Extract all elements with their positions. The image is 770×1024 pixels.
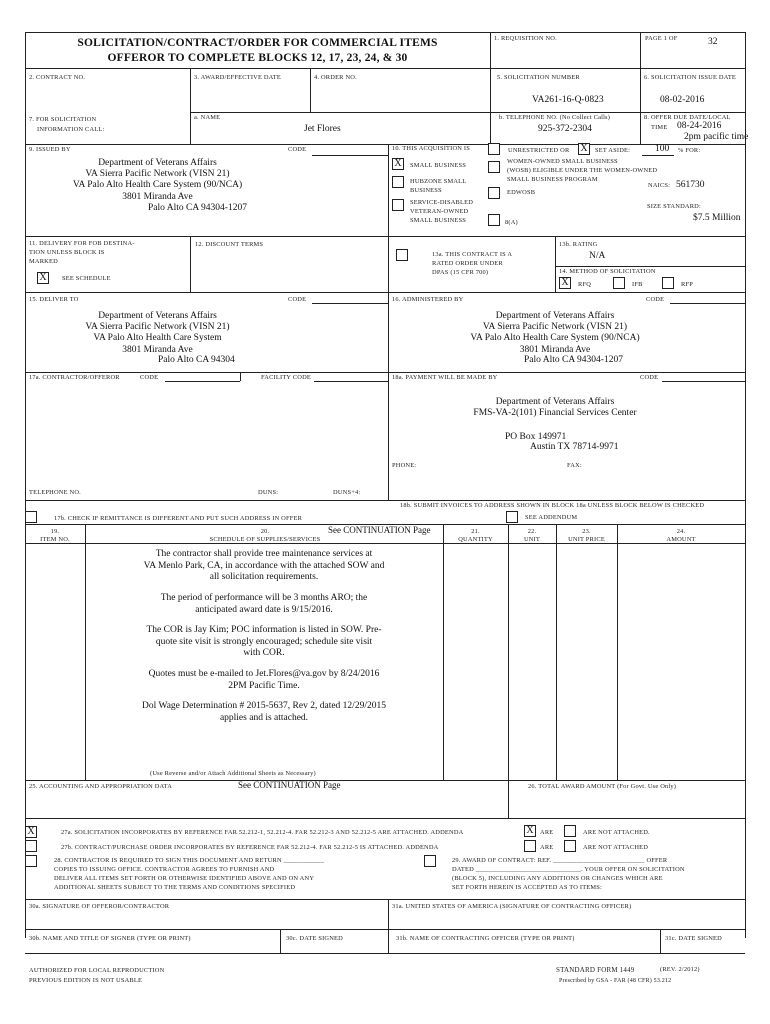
row-line — [25, 818, 745, 819]
row-line — [25, 899, 745, 900]
title-line-1: SOLICITATION/CONTRACT/ORDER FOR COMMERCIAL ITEMS — [77, 37, 438, 49]
divider — [388, 372, 389, 500]
method-label: 14. METHOD OF SOLICITATION — [559, 268, 656, 275]
code-line — [312, 155, 388, 156]
small-business-label: SMALL BUSINESS — [410, 162, 467, 169]
wosb-label: WOMEN-OWNED SMALL BUSINESS (WOSB) ELIGIBLE UNDER THE WOMEN-OWNED SMALL BUSINESS PROGRAM — [507, 158, 658, 183]
deliver-to-address: Department of Veterans Affairs VA Sierra Pacific Network (VISN 21) VA Palo Alto Health Care System 3801 Miranda Ave — [85, 311, 230, 355]
see-schedule-label: SEE SCHEDULE — [62, 275, 111, 282]
description-paragraph-5: Dol Wage Determination # 2015-5637, Rev 2, dated 12/29/2015 applies and is attached. — [142, 701, 386, 723]
divider — [190, 236, 191, 292]
clause-28-checkbox[interactable] — [25, 855, 37, 867]
footer-reproduction: AUTHORIZED FOR LOCAL REPRODUCTION — [29, 967, 165, 974]
requisition-label: 1. REQUISITION NO. — [494, 35, 557, 42]
clause-27a-are-label: ARE — [540, 829, 554, 836]
contact-phone: 925-372-2304 — [538, 124, 592, 134]
time-label: TIME — [651, 124, 668, 131]
rating-value: N/A — [589, 251, 606, 261]
offer-due-date: 08-24-2016 — [677, 121, 722, 131]
signature-30a-label: 30a. SIGNATURE OF OFFEROR/CONTRACTOR — [29, 903, 170, 910]
rated-order-label: 13a. THIS CONTRACT IS A RATED ORDER UNDER DPAS (15 CFR 700) — [432, 251, 513, 276]
set-aside-label: SET ASIDE: — [595, 147, 631, 154]
rfp-checkbox[interactable] — [662, 277, 674, 289]
date-signed-31c-label: 31c. DATE SIGNED — [665, 935, 722, 942]
footer-previous-edition: PREVIOUS EDITION IS NOT USABLE — [29, 977, 143, 984]
divider — [85, 524, 86, 780]
divider — [555, 236, 556, 292]
footer-form-number: STANDARD FORM 1449 — [556, 966, 635, 974]
clause-27b-are-checkbox[interactable] — [524, 840, 536, 852]
divider — [280, 929, 281, 953]
hubzone-checkbox[interactable] — [392, 176, 404, 188]
clause-27b-are-not-checkbox[interactable] — [564, 840, 576, 852]
code-line — [165, 381, 240, 382]
discount-terms-label: 12. DISCOUNT TERMS — [195, 241, 264, 248]
administered-by-label: 16. ADMINISTERED BY — [392, 296, 464, 303]
col-supplies-services: 20. SCHEDULE OF SUPPLIES/SERVICES — [209, 528, 321, 543]
administered-by-code-label: CODE — [646, 296, 665, 303]
row-line — [25, 68, 745, 69]
page-total: 32 — [708, 37, 718, 47]
unrestricted-checkbox[interactable] — [488, 143, 500, 155]
payment-address: Department of Veterans Affairs FMS-VA-2(101) Financial Services Center — [473, 397, 637, 419]
payment-phone-label: PHONE: — [392, 462, 417, 469]
rated-order-checkbox[interactable] — [396, 249, 408, 261]
clause-27b-checkbox[interactable] — [25, 840, 37, 852]
deliver-to-city: Palo Alto CA 94304 — [158, 355, 235, 365]
accounting-continuation: See CONTINUATION Page — [238, 780, 341, 790]
divider — [388, 236, 389, 292]
row-line — [25, 144, 745, 145]
payment-fax-label: FAX: — [567, 462, 582, 469]
page-label: PAGE 1 OF — [645, 35, 678, 42]
frame-right — [745, 32, 746, 938]
reverse-note: (Use Reverse and/or Attach Additional Sheets as Necessary) — [150, 770, 316, 777]
code-line — [312, 303, 388, 304]
sdvosb-label: SERVICE-DISABLED VETERAN-OWNED SMALL BUSINESS — [410, 199, 474, 224]
issued-by-address: Department of Veterans Affairs VA Sierra Pacific Network (VISN 21) VA Palo Alto Health Care System (90/NCA) 3801 Miranda Ave — [72, 158, 243, 202]
solicitation-no-label: 5. SOLICITATION NUMBER — [497, 74, 580, 81]
set-aside-percent: 100 — [655, 144, 670, 154]
clause-29-text: 29. AWARD OF CONTRACT: REF. ___________________________ OFFER DATED _______________________________. YOUR OFFER ON SOLICITATION (BLOCK 5), INCLUDING ANY ADDITIONS OR CHANGES WHICH ARE SET FORTH HEREIN IS ACCEPTED AS TO ITEMS: — [452, 857, 685, 891]
payment-label: 18a. PAYMENT WILL BE MADE BY — [392, 374, 498, 381]
administered-by-address: Department of Veterans Affairs VA Sierra Pacific Network (VISN 21) VA Palo Alto Health Care System (90/NCA) 3801 Miranda Ave — [470, 311, 640, 355]
divider — [310, 68, 311, 112]
clause-27a-label: 27a. SOLICITATION INCORPORATES BY REFERENCE FAR 52.212-1, 52.212-4. FAR 52.212-3 AND 52.212-5 ARE ATTACHED. ADDENDA — [61, 829, 464, 836]
divider — [508, 780, 509, 818]
remittance-checkbox[interactable] — [25, 511, 37, 523]
deliver-to-label: 15. DELIVER TO — [29, 296, 79, 303]
row-line — [25, 929, 745, 930]
issued-by-city: Palo Alto CA 94304-1207 — [148, 203, 247, 213]
clause-28-text: 28. CONTRACTOR IS REQUIRED TO SIGN THIS DOCUMENT AND RETURN ____________ COPIES TO ISSUING OFFICE. CONTRACTOR AGREES TO FURNISH AND DELIVER ALL ITEMS SET FORTH OR OTHERWISE IDENTIFIED ABOVE AND ON ANY ADDITIONAL SHEETS SUBJECT TO THE TERMS AND CONDITIONS SPECIFIED — [54, 857, 325, 891]
divider — [388, 292, 389, 372]
divider — [640, 32, 641, 68]
clause-27b-are-label: ARE — [540, 844, 554, 851]
code-line — [314, 381, 388, 382]
offer-due-label: 8. OFFER DUE DATE/LOCAL — [644, 114, 731, 121]
code-line — [662, 381, 745, 382]
description-paragraph-1: The contractor shall provide tree maintenance services at VA Menlo Park, CA, in accordance with the attached SOW and all solicitation requirements. — [143, 549, 385, 583]
eight-a-label: 8(A) — [505, 219, 518, 226]
telephone-label: TELEPHONE NO. — [29, 489, 81, 496]
see-addendum-checkbox[interactable] — [506, 511, 518, 523]
submit-invoices-label: 18b. SUBMIT INVOICES TO ADDRESS SHOWN IN BLOCK 18a UNLESS BLOCK BELOW IS CHECKED — [400, 502, 705, 509]
col-item-no: 19. ITEM NO. — [40, 528, 70, 543]
divider — [640, 68, 641, 144]
code-line — [670, 303, 745, 304]
col-unit-price: 23. UNIT PRICE — [568, 528, 605, 543]
payment-code-label: CODE — [640, 374, 659, 381]
rfq-label: RFQ — [578, 281, 592, 288]
form-title — [30, 36, 485, 66]
size-standard: $7.5 Million — [693, 213, 741, 223]
divider — [443, 524, 444, 780]
description-paragraph-4: Quotes must be e-mailed to Jet.Flores@va.gov by 8/24/2016 2PM Pacific Time. — [148, 669, 380, 691]
sdvosb-checkbox[interactable] — [392, 199, 404, 211]
row-line — [190, 112, 745, 113]
offer-due-time: 2pm pacific time — [684, 132, 749, 142]
divider — [556, 524, 557, 780]
acquisition-label: 10. THIS ACQUISITION IS — [392, 145, 470, 152]
frame-left — [25, 32, 26, 938]
award-date-label: 3. AWARD/EFFECTIVE DATE — [194, 74, 281, 81]
contact-name: Jet Flores — [304, 124, 341, 134]
edwosb-label: EDWOSB — [507, 189, 536, 196]
contract-no-label: 2. CONTRACT NO. — [29, 74, 86, 81]
description-paragraph-2: The period of performance will be 3 months ARO; the anticipated award date is 9/15/2016. — [160, 593, 368, 615]
rfp-label: RFP — [681, 281, 693, 288]
solicitation-number: VA261-16-Q-0823 — [532, 95, 604, 105]
hubzone-label: HUBZONE SMALL BUSINESS — [410, 178, 467, 194]
issue-date: 08-02-2016 — [660, 95, 705, 105]
delivery-label: 11. DELIVERY FOR FOB DESTINA- TION UNLESS BLOCK IS MARKED — [29, 240, 135, 265]
naics-code: 561730 — [676, 180, 705, 190]
signer-name-label: 30b. NAME AND TITLE OF SIGNER (TYPE OR PRINT) — [29, 935, 191, 942]
footer-revision: (REV. 2/2012) — [660, 966, 700, 973]
row-line — [25, 953, 745, 954]
issued-by-label: 9. ISSUED BY — [29, 146, 71, 153]
ifb-label: IFB — [632, 281, 643, 288]
payment-po-box: PO Box 149971 — [505, 432, 567, 442]
percent-for-label: % FOR: — [678, 147, 701, 154]
contractor-label: 17a. CONTRACTOR/OFFEROR — [29, 374, 120, 381]
title-line-2: OFFEROR TO COMPLETE BLOCKS 12, 17, 23, 24, & 30 — [107, 52, 408, 64]
duns-label: DUNS: — [258, 489, 279, 496]
clause-27a-are-not-checkbox[interactable] — [564, 825, 576, 837]
divider — [660, 929, 661, 953]
administered-by-city: Palo Alto CA 94304-1207 — [524, 355, 623, 365]
payment-city: Austin TX 78714-9971 — [530, 442, 619, 452]
divider — [388, 899, 389, 953]
clause-27a-checkbox[interactable]: X — [25, 826, 37, 838]
order-no-label: 4. ORDER NO. — [314, 74, 357, 81]
clause-27b-are-not-label: ARE NOT ATTACHED — [583, 844, 649, 851]
row-line — [25, 500, 745, 501]
continuation-note: See CONTINUATION Page — [328, 525, 431, 535]
row-line — [25, 780, 745, 781]
unrestricted-label: UNRESTRICTED OR — [508, 147, 570, 154]
clause-27a-are-checkbox[interactable]: X — [524, 825, 536, 837]
divider — [388, 144, 389, 236]
set-aside-checkbox[interactable]: X — [578, 143, 590, 155]
naics-label: NAICS: — [648, 182, 671, 189]
contractor-code-label: CODE — [140, 374, 159, 381]
divider — [240, 372, 241, 381]
clause-27b-label: 27b. CONTRACT/PURCHASE ORDER INCORPORATES BY REFERENCE FAR 52.212-4. FAR 52.212-5 IS ATTACHED. ADDENDA — [61, 844, 439, 851]
row-line — [25, 372, 745, 373]
issued-by-code-label: CODE — [288, 146, 307, 153]
col-amount: 24. AMOUNT — [666, 528, 696, 543]
description-paragraph-3: The COR is Jay Kim; POC information is listed in SOW. Pre- quote site visit is strongly encouraged; schedule site visit with COR. — [146, 625, 382, 659]
divider — [617, 524, 618, 780]
deliver-to-code-label: CODE — [288, 296, 307, 303]
date-signed-30c-label: 30c. DATE SIGNED — [286, 935, 343, 942]
duns4-label: DUNS+4: — [333, 489, 361, 496]
col-unit: 22. UNIT — [523, 528, 541, 543]
divider — [508, 524, 509, 780]
percent-line — [642, 155, 674, 156]
remittance-label: 17b. CHECK IF REMITTANCE IS DIFFERENT AND PUT SUCH ADDRESS IN OFFER — [54, 515, 303, 522]
frame-top — [25, 32, 745, 33]
clause-29-checkbox[interactable] — [424, 855, 436, 867]
footer-prescribed: Prescribed by GSA - FAR (48 CFR) 53.212 — [559, 978, 672, 984]
row-line — [555, 266, 745, 267]
contracting-officer-name-label: 31b. NAME OF CONTRACTING OFFICER (TYPE OR PRINT) — [396, 935, 575, 942]
delivery-checkbox[interactable]: X — [37, 272, 49, 284]
total-award-label: 26. TOTAL AWARD AMOUNT (For Govt. Use Only) — [528, 783, 677, 790]
size-standard-label: SIZE STANDARD: — [647, 203, 701, 210]
divider — [490, 32, 491, 68]
col-quantity: 21. QUANTITY — [458, 528, 493, 543]
row-line — [25, 292, 745, 293]
row-line — [25, 543, 745, 544]
accounting-label: 25. ACCOUNTING AND APPROPRIATION DATA — [29, 783, 173, 790]
signature-31a-label: 31a. UNITED STATES OF AMERICA (SIGNATURE OF CONTRACTING OFFICER) — [392, 903, 632, 910]
facility-code-label: FACILITY CODE — [261, 374, 311, 381]
edwosb-checkbox[interactable] — [488, 187, 500, 199]
see-addendum-label: SEE ADDENDUM — [525, 514, 578, 521]
row-line — [25, 236, 745, 237]
divider — [490, 68, 491, 144]
rating-label: 13b. RATING — [559, 241, 598, 248]
small-business-checkbox[interactable]: X — [392, 158, 404, 170]
ifb-checkbox[interactable] — [613, 277, 625, 289]
issue-date-label: 6. SOLICITATION ISSUE DATE — [644, 74, 737, 81]
phone-label: b. TELEPHONE NO. (No Collect Calls) — [499, 114, 611, 121]
eight-a-checkbox[interactable] — [488, 214, 500, 226]
divider — [190, 68, 191, 144]
info-call-label: INFORMATION CALL: — [37, 126, 105, 133]
wosb-checkbox[interactable] — [488, 161, 500, 173]
name-label: a. NAME — [194, 114, 221, 121]
rfq-checkbox[interactable]: X — [559, 277, 571, 289]
clause-27a-are-not-label: ARE NOT ATTACHED. — [583, 829, 650, 836]
for-info-label: 7. FOR SOLICITATION — [29, 116, 97, 123]
